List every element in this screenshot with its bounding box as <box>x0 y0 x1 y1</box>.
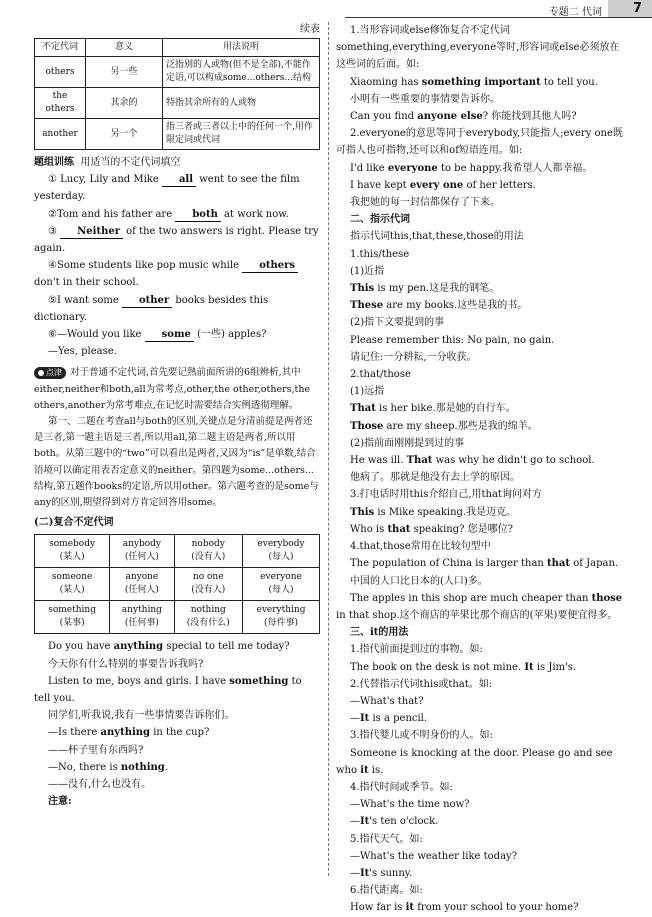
emphasis: This <box>350 283 375 295</box>
pronoun-meaning: (没有人) <box>191 585 226 596</box>
table-row <box>35 119 320 150</box>
example-sentence <box>336 813 624 830</box>
text: in the cup? <box>150 727 210 739</box>
text: How far is <box>350 902 406 914</box>
pronoun-meaning: (某人) <box>59 585 85 596</box>
text: ? 你能找到其他人吗? <box>482 111 577 123</box>
text: The apples in this shop are much cheaper than <box>350 592 592 604</box>
pronoun-word: someone <box>51 572 93 583</box>
emphasis: Those <box>350 420 384 432</box>
emphasis: that <box>547 558 571 570</box>
pronoun-meaning: (任何事) <box>124 618 159 629</box>
pronoun-meaning: (每人) <box>268 585 294 596</box>
header-rule <box>345 17 652 18</box>
example-sentence: —What's the time now? <box>350 799 470 811</box>
text: are my sheep.那些是我的绵羊。 <box>383 420 538 432</box>
chapter-title: 专题二 代词 <box>548 7 602 18</box>
sub-heading: (2)指下文要提到的事 <box>350 317 445 329</box>
table-cell: 特指其余所有的人或物 <box>163 88 320 119</box>
table-cell: 指三者或三者以上中的任何一个,用作限定词或代词 <box>163 119 320 150</box>
text: Xiaoming has <box>350 76 422 88</box>
table-cell: 另一些 <box>86 57 163 88</box>
table-cell <box>35 535 110 568</box>
text: The population of China is larger than <box>350 558 548 570</box>
column-divider <box>328 22 329 876</box>
example-sentence <box>336 745 624 779</box>
page-number: 7 <box>632 1 642 16</box>
table-cell <box>174 535 242 568</box>
example-translation: ——杯子里有东西吗? <box>48 744 144 756</box>
table-cell: others <box>35 57 86 88</box>
right-column <box>336 22 624 917</box>
example-sentence <box>336 452 624 469</box>
text: The book on the desk is not mine. <box>350 661 525 673</box>
table-cell: 泛指别的人或物(但不是全部),不能作定语,可以构成some...others...结构 <box>163 57 320 88</box>
sub-heading: (1)近指 <box>350 265 385 277</box>
text: to tell you. <box>540 76 598 88</box>
text: is my pen.这是我的钢笔。 <box>374 283 500 295</box>
indefinite-pronoun-table <box>34 38 320 150</box>
item-text: ③ <box>48 225 61 237</box>
table-row <box>35 88 320 119</box>
table-cell <box>110 535 174 568</box>
text: of Japan. <box>570 558 619 570</box>
emphasis: that <box>387 523 411 535</box>
text: is Jim's. <box>533 661 577 673</box>
example-sentence <box>336 710 624 727</box>
answer-blank: some <box>145 329 194 342</box>
emphasis: anything <box>100 727 151 739</box>
emphasis: That <box>406 455 433 467</box>
exercise-item <box>34 257 320 291</box>
example-translation: 今天你有什么特别的事要告诉我吗? <box>48 658 204 670</box>
exercise-item <box>34 171 320 205</box>
text: is. <box>368 764 384 776</box>
exercise-heading <box>34 154 320 171</box>
example-sentence <box>336 590 624 624</box>
continued-label: 续表 <box>300 24 320 35</box>
section-heading: (二)复合不定代词 <box>34 517 114 529</box>
example-sentence <box>336 74 624 91</box>
example-sentence: —What's that? <box>350 695 424 707</box>
exercise-item <box>34 326 320 343</box>
text: to be happy.我希望人人都幸福。 <box>437 162 593 174</box>
table-cell <box>35 568 110 601</box>
table-row <box>35 57 320 88</box>
emphasis: anything <box>113 641 164 653</box>
text: . <box>164 761 168 773</box>
example-sentence <box>336 160 624 177</box>
item-text: don't in their school. <box>34 277 139 289</box>
text: from your school to your home? <box>414 902 579 914</box>
table-row <box>35 535 320 568</box>
table-cell: another <box>35 119 86 150</box>
example-sentence <box>336 177 624 194</box>
emphasis: It <box>360 867 370 879</box>
text: Who is <box>350 523 388 535</box>
pronoun-meaning: (某事) <box>59 618 85 629</box>
table-cell <box>243 601 320 634</box>
pronoun-word: no one <box>192 572 224 583</box>
example-sentence <box>34 673 320 707</box>
text: is a pencil. <box>369 713 428 725</box>
example-sentence <box>336 865 624 882</box>
exercise-title: 题组训练 <box>34 157 74 168</box>
text: to tell you. <box>34 675 302 705</box>
example-sentence <box>336 504 624 521</box>
answer-blank: all <box>162 174 196 187</box>
sub-heading: 1.指代前面提到过的事物。如: <box>350 644 483 656</box>
example-sentence: —What's the weather like today? <box>350 850 518 862</box>
table-row <box>35 568 320 601</box>
example-translation: 他病了。那就是他没有去上学的原因。 <box>350 472 520 484</box>
pronoun-meaning: (每件事) <box>263 618 299 629</box>
text: I'd like <box>350 162 388 174</box>
sub-heading: 3.打电话时用this介绍自己,用that询问对方 <box>350 489 542 501</box>
example-sentence <box>336 555 624 572</box>
text: is Mike speaking.我是迈克。 <box>374 506 517 518</box>
emphasis: those <box>591 592 623 604</box>
text: Listen to me, boys and girls. I have <box>48 675 230 687</box>
pronoun-word: nothing <box>190 605 226 616</box>
emphasis: it <box>360 764 369 776</box>
item-text: ⑤I want some <box>48 294 122 306</box>
text: Do you have <box>48 641 114 653</box>
left-column <box>34 22 320 811</box>
answer-blank: Neither <box>60 226 123 239</box>
pronoun-meaning: (没有什么) <box>186 618 230 629</box>
example-sentence <box>34 724 320 741</box>
pronoun-meaning: (任何人) <box>124 552 159 563</box>
example-block <box>34 638 320 810</box>
example-translation: 请记住:一分耕耘,一分收获。 <box>350 351 477 363</box>
pronoun-word: somebody <box>49 539 96 550</box>
exercise-item <box>34 292 320 326</box>
header-corner-tab <box>608 0 652 18</box>
item-text: of the two answers is right. Please try again. <box>34 225 319 255</box>
tip-badge-label: 点津 <box>46 368 62 378</box>
text: 's ten o'clock. <box>369 816 439 828</box>
sub-heading: (1)远指 <box>350 386 385 398</box>
table-cell <box>110 568 174 601</box>
pronoun-word: something <box>48 605 96 616</box>
table-header-cell: 不定代词 <box>35 39 86 57</box>
text: — <box>350 816 360 828</box>
emphasis: nothing <box>120 761 165 773</box>
text: was why he didn't go to school. <box>432 455 595 467</box>
text: Someone is knocking at the door. Please go and see who <box>336 747 613 776</box>
text: —No, there is <box>48 761 121 773</box>
text: in that shop.这个商店的苹果比那个商店的(苹果)要便宜得多。 <box>336 609 618 621</box>
item-text: at work now. <box>220 208 289 220</box>
answer-blank: both <box>175 209 221 222</box>
emphasis: anyone else <box>417 111 483 123</box>
item-text: ① Lucy, Lily and Mike <box>48 174 162 186</box>
example-translation: 中国的人口比日本的(人口)多。 <box>350 575 488 587</box>
table-header-cell: 意义 <box>86 39 163 57</box>
table-cell <box>243 568 320 601</box>
text: 's sunny. <box>369 867 413 879</box>
example-translation: 同学们,听我说,我有一些事情要告诉你们。 <box>48 710 235 722</box>
example-sentence <box>336 108 624 125</box>
rule-text: 2.everyone的意思等同于everybody,只能指人;every one既可指人也可指物,还可以和of短语连用。如: <box>336 128 623 157</box>
tip-badge <box>34 367 66 379</box>
example-translation: 小明有一些重要的事情要告诉你。 <box>350 93 500 105</box>
example-sentence <box>336 400 624 417</box>
sub-heading: (2)指前面刚刚提到过的事 <box>350 437 465 449</box>
example-sentence <box>336 418 624 435</box>
answer-blank: other <box>122 295 172 308</box>
tip-paragraph: 对于普通不定代词,首先要记熟前面所讲的6组辨析,其中either,neither和both,all为常考点,other,the other,others,the others,another为常考难点,在记忆时需要结合实例透彻理解。 <box>34 367 311 411</box>
table-header-cell: 用法说明 <box>163 39 320 57</box>
example-translation: 我把她的每一封信都保存了下来。 <box>350 197 500 209</box>
exercise-reply: —Yes, please. <box>48 346 117 358</box>
exercise-item <box>34 223 320 257</box>
pronoun-word: everything <box>256 605 306 616</box>
text: speaking? 您是哪位? <box>410 523 514 535</box>
sub-heading: 3.指代婴儿或不明身份的人。如: <box>350 730 493 742</box>
exercise-instruction: 用适当的不定代词填空 <box>80 157 181 168</box>
rule-text: 指示代词this,that,these,those的用法 <box>350 231 524 243</box>
emphasis: It <box>360 816 370 828</box>
emphasis: something <box>229 675 289 687</box>
pronoun-word: anyone <box>125 572 159 583</box>
emphasis: everyone <box>387 162 438 174</box>
emphasis: That <box>350 403 376 415</box>
table-cell: 另一个 <box>86 119 163 150</box>
table-header-row <box>35 39 320 57</box>
emphasis: It <box>524 661 534 673</box>
table-cell: the others <box>35 88 86 119</box>
example-sentence <box>336 297 624 314</box>
item-text: went to see the film yesterday. <box>34 174 300 203</box>
emphasis: something important <box>421 76 541 88</box>
pronoun-word: nobody <box>191 539 225 550</box>
rule-text: 1.当形容词或else修饰复合不定代词something,everything,everyone等时,形容词或else必须放在这些词的后面。如: <box>336 25 620 71</box>
text: I have kept <box>350 179 410 191</box>
sub-heading: 6.指代距离。如: <box>350 885 423 897</box>
table-row <box>35 601 320 634</box>
example-sentence <box>336 280 624 297</box>
sub-heading: 4.指代时间或季节。如: <box>350 781 453 793</box>
example-sentence <box>336 659 624 676</box>
text: are my books.这些是我的书。 <box>383 300 528 312</box>
text: —Is there <box>48 727 101 739</box>
text: He was ill. <box>350 455 407 467</box>
sub-heading: 1.this/these <box>350 248 410 260</box>
text: of her letters. <box>463 179 536 191</box>
section-heading: 二、指示代词 <box>350 214 410 226</box>
table-cell: 其余的 <box>86 88 163 119</box>
example-translation: ——没有,什么也没有。 <box>48 779 152 791</box>
table-cell <box>110 601 174 634</box>
pronoun-word: anybody <box>122 539 161 550</box>
pronoun-word: everyone <box>260 572 302 583</box>
example-sentence <box>336 521 624 538</box>
pronoun-word: anything <box>121 605 162 616</box>
emphasis: These <box>350 300 384 312</box>
text: special to tell me today? <box>163 641 290 653</box>
sub-heading: 2.代替指示代词this或that。如: <box>350 678 493 690</box>
answer-blank: others <box>242 260 298 273</box>
emphasis: It <box>360 713 370 725</box>
table-cell <box>174 601 242 634</box>
text: is her bike.那是她的自行车。 <box>375 403 516 415</box>
example-sentence <box>336 899 624 916</box>
tip-paragraph: 第一、二题在考查all与both的区别,关键点是分清前提是两者还是三者,第一题主语是三者,所以用all,第二题主语是两者,所以用both。从第三题中的“two”可以看出是两者,又因为“is”是单数,结合语境可以确定用表否定意义的neither。第四题为some...others...结构,第五题作books的定语,所以用other。第六题考查的是some与any的区别,期望得到对方肯定回答用some。 <box>34 416 319 509</box>
text: — <box>350 867 360 879</box>
sub-heading: 5.指代天气。如: <box>350 833 423 845</box>
pronoun-meaning: (没有人) <box>191 552 226 563</box>
section-heading: 三、it的用法 <box>350 627 409 639</box>
example-sentence: Please remember this: No pain, no gain. <box>350 334 555 346</box>
item-text: ⑥—Would you like <box>48 329 145 341</box>
compound-pronoun-table <box>34 534 320 634</box>
bulb-icon <box>38 370 44 376</box>
example-sentence <box>34 759 320 776</box>
item-text: (一些) apples? <box>193 329 267 341</box>
text: — <box>350 713 360 725</box>
note-label: 注意: <box>48 796 72 808</box>
sub-heading: 4.that,those常用在比较句型中 <box>350 541 491 553</box>
table-cell <box>174 568 242 601</box>
exercise-item <box>34 206 320 223</box>
table-cell <box>35 601 110 634</box>
sub-heading: 2.that/those <box>350 369 411 381</box>
emphasis: This <box>350 506 375 518</box>
pronoun-word: everybody <box>257 539 305 550</box>
emphasis: it <box>405 902 415 914</box>
item-text: ②Tom and his father are <box>48 208 176 220</box>
pronoun-meaning: (任何人) <box>124 585 159 596</box>
tip-box <box>34 365 320 511</box>
item-text: books besides this dictionary. <box>34 294 269 323</box>
emphasis: every one <box>409 179 464 191</box>
text: Can you find <box>350 111 418 123</box>
pronoun-meaning: (每人) <box>268 552 294 563</box>
pronoun-meaning: (某人) <box>59 552 85 563</box>
item-text: ④Some students like pop music while <box>48 260 243 272</box>
table-cell <box>243 535 320 568</box>
example-sentence <box>34 638 320 655</box>
